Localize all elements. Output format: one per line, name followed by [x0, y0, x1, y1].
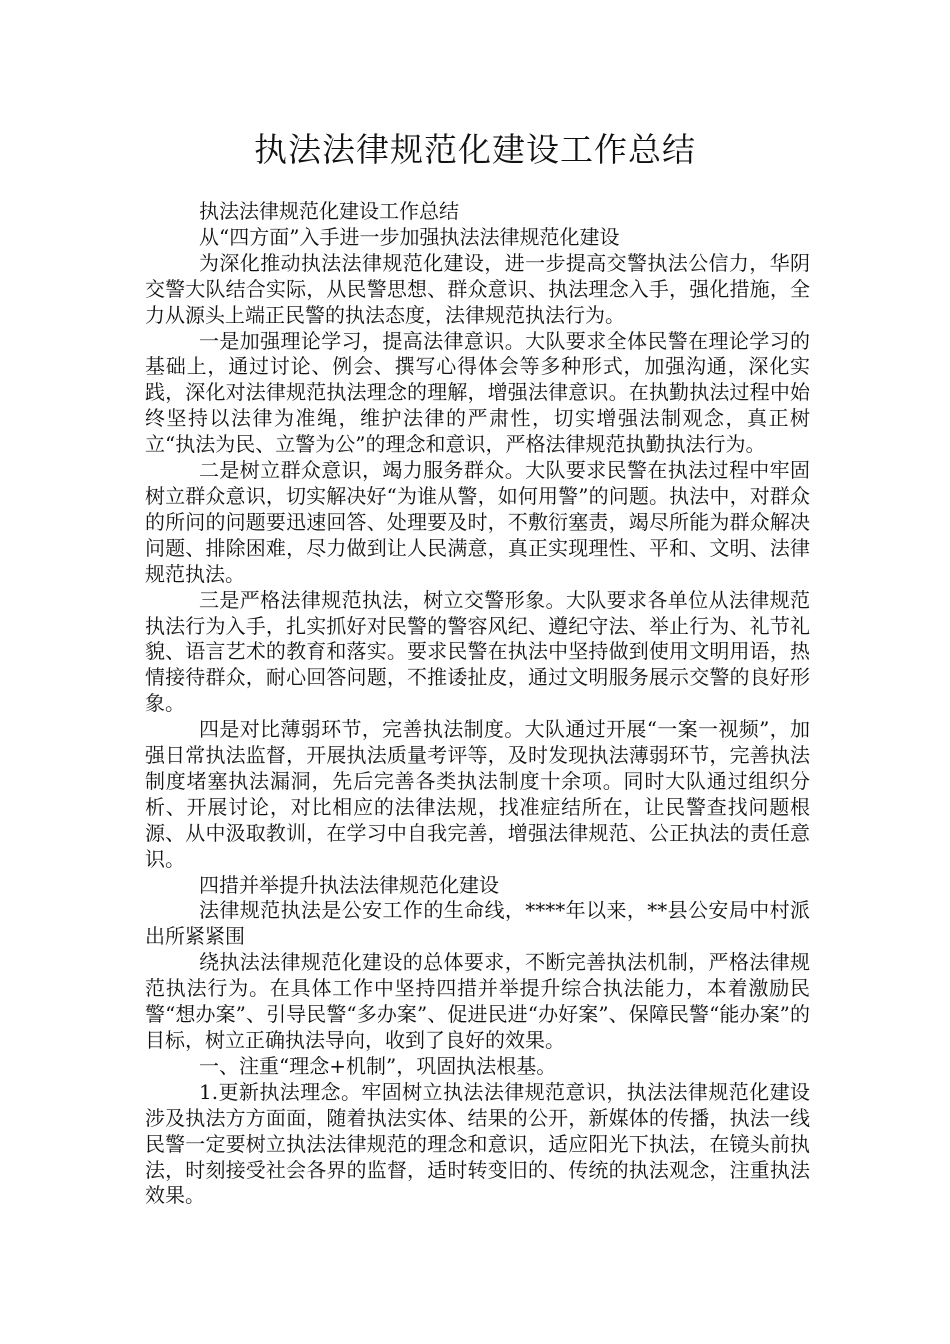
paragraph-heading-four-aspects: 从“四方面”入手进一步加强执法法律规范化建设 — [199, 224, 620, 249]
paragraph-intro: 为深化推动执法法律规范化建设，进一步提高交警执法公信力，华阴交警大队结合实际，从民警思想、群众意识、执法理念入手，强化措施，全力从源头上端正民警的执法态度，法律规范执法行为。 — [145, 250, 810, 327]
paragraph-heading-four-measures: 四措并举提升执法法律规范化建设 — [199, 872, 499, 897]
paragraph-lifeline: 法律规范执法是公安工作的生命线，****年以来，**县公安局中村派出所紧紧围 — [145, 898, 810, 949]
paragraph-update-concept: 1.更新执法理念。牢固树立执法法律规范意识，执法法律规范化建设涉及执法方方面面，随着执法实体、结果的公开，新媒体的传播，执法一线民警一定要树立执法法律规范的理念和意识，适应阳光下执法，在镜头前执法，时刻接受社会各界的监督，适时转变旧的、传统的执法观念，注重执法效果。 — [145, 1079, 810, 1208]
paragraph-point-one: 一是加强理论学习，提高法律意识。大队要求全体民警在理论学习的基础上，通过讨论、例会、撰写心得体会等多种形式，加强沟通，深化实践，深化对法律规范执法理念的理解，增强法律意识。在执勤执法过程中始终坚持以法律为准绳，维护法律的严肃性，切实增强法制观念，真正树立“执法为民、立警为公”的理念和意识，严格法律规范执勤执法行为。 — [145, 328, 810, 457]
paragraph-requirements: 绕执法法律规范化建设的总体要求，不断完善执法机制，严格法律规范执法行为。在具体工作中坚持四措并举提升综合执法能力，本着激励民警“想办案”、引导民警“多办案”、促进民进“办好案”、保障民警“能办案”的目标，树立正确执法导向，收到了良好的效果。 — [145, 950, 810, 1052]
paragraph-point-two: 二是树立群众意识，竭力服务群众。大队要求民警在执法过程中牢固树立群众意识，切实解决好“为谁从警，如何用警”的问题。执法中，对群众的所问的问题要迅速回答、处理要及时，不敷衍塞责，竭尽所能为群众解决问题、排除困难，尽力做到让人民满意，真正实现理性、平和、文明、法律规范执法。 — [145, 458, 810, 586]
paragraph-subtitle: 执法法律规范化建设工作总结 — [199, 199, 459, 223]
paragraph-point-four: 四是对比薄弱环节，完善执法制度。大队通过开展“一案一视频”，加强日常执法监督，开展执法质量考评等，及时发现执法薄弱环节，完善执法制度堵塞执法漏洞，先后完善各类执法制度十余项。同时大队通过组织分析、开展讨论，对比相应的法律法规，找准症结所在，让民警查找问题根源、从中汲取教训，在学习中自我完善，增强法律规范、公正执法的责任意识。 — [145, 717, 810, 871]
document-title: 执法法律规范化建设工作总结 — [254, 130, 696, 169]
paragraph-point-three: 三是严格法律规范执法，树立交警形象。大队要求各单位从法律规范执法行为入手，扎实抓好对民警的警容风纪、遵纪守法、举止行为、礼节礼貌、语言艺术的教育和落实。要求民警在执法中坚持做到使用文明用语，热情接待群众，耐心回答问题，不推诿扯皮，通过文明服务展示交警的良好形象。 — [145, 587, 810, 716]
document-body — [145, 199, 810, 1209]
paragraph-section-one-heading: 一、注重“理念+机制”，巩固执法根基。 — [199, 1053, 557, 1078]
